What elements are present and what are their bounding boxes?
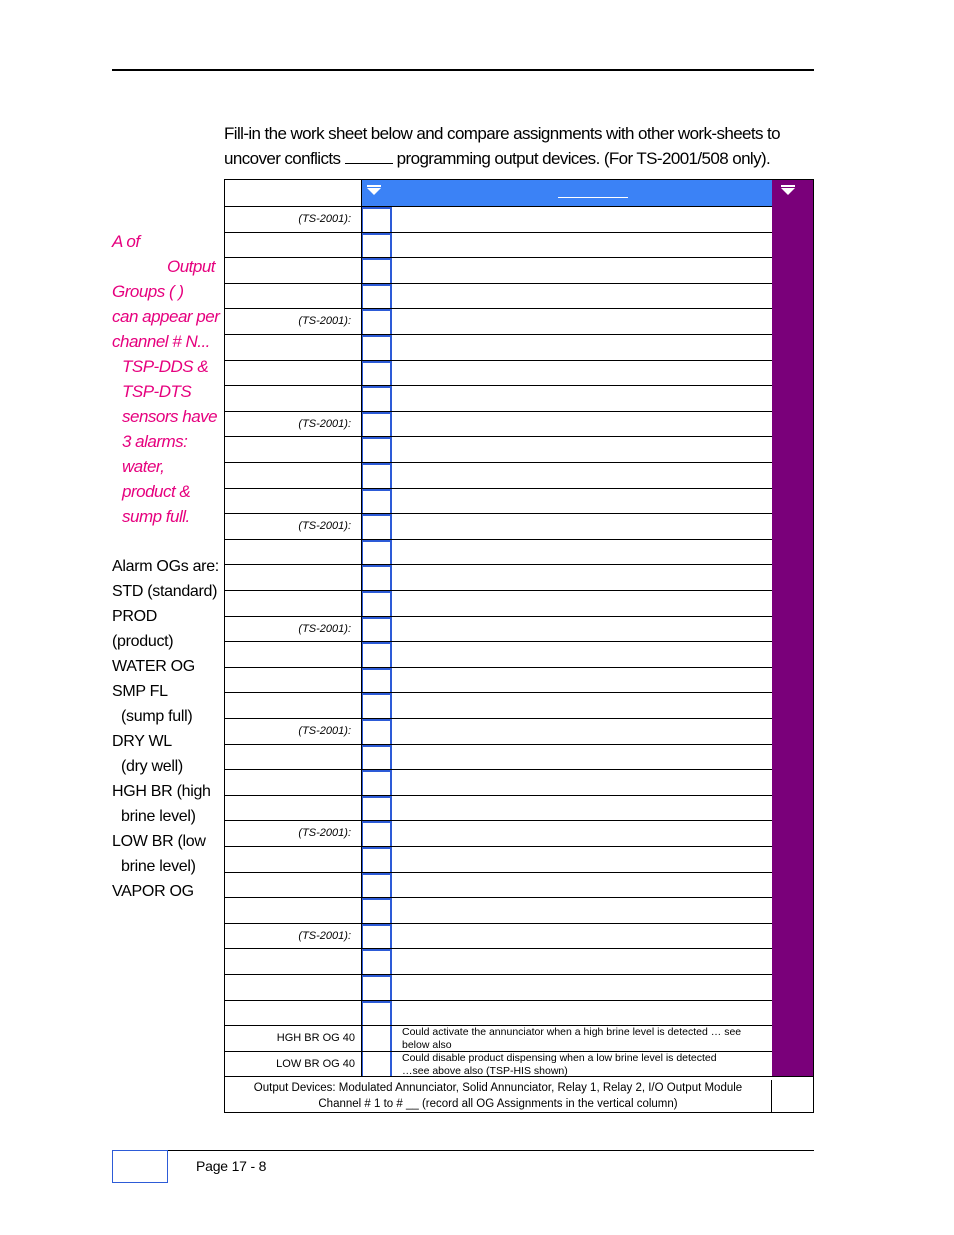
chevron-down-icon — [367, 188, 381, 195]
og-entry-box[interactable] — [362, 719, 392, 744]
worksheet-row — [225, 334, 772, 360]
worksheet-row — [225, 872, 772, 898]
og-entry-box[interactable] — [362, 847, 392, 872]
worksheet-row — [225, 1000, 772, 1026]
alarm-list-line: STD (standard) — [112, 583, 218, 600]
row-label-cell — [225, 540, 362, 565]
header-blue-band — [362, 180, 772, 206]
og-entry-box[interactable] — [362, 284, 392, 309]
og-entry-box[interactable] — [362, 745, 392, 770]
side-note-line: TSP-DTS — [122, 382, 192, 401]
worksheet-row — [225, 308, 772, 334]
worksheet-row — [225, 667, 772, 693]
side-note-line: A of — [112, 232, 140, 251]
og-entry-box[interactable] — [362, 770, 392, 795]
alarm-list-line: LOW BR (low — [112, 833, 206, 850]
row-label-cell — [225, 233, 362, 258]
worksheet-row — [225, 974, 772, 1000]
alarm-list-line: DRY WL — [112, 733, 172, 750]
intro-line-1: Fill-in the work sheet below and compare assignments with other work-sheets to — [224, 124, 781, 143]
header-left-cell — [225, 180, 362, 206]
worksheet-row — [225, 488, 772, 514]
side-note — [112, 229, 220, 529]
side-note-line: can appear per — [112, 307, 220, 326]
intro-line-2b: programming output devices. (For TS-2001/508 only). — [396, 149, 771, 168]
row-label-cell — [225, 1001, 362, 1026]
side-note-line: sump full. — [122, 507, 190, 526]
alarm-list-line: brine level) — [121, 808, 196, 825]
og-entry-box[interactable] — [362, 693, 392, 718]
og-entry-box[interactable] — [362, 489, 392, 514]
worksheet-row — [225, 564, 772, 590]
og-entry-box[interactable] — [362, 1026, 392, 1051]
og-entry-box[interactable] — [362, 1001, 392, 1026]
og-entry-box[interactable] — [362, 335, 392, 360]
page-number: Page 17 - 8 — [196, 1158, 267, 1174]
alarm-list-line: (dry well) — [121, 758, 183, 775]
worksheet-row — [225, 769, 772, 795]
alarm-list-line: PROD — [112, 608, 158, 625]
og-entry-box[interactable] — [362, 642, 392, 667]
footer-line-2: Channel # 1 to # __ (record all OG Assignments in the vertical column) — [318, 1098, 678, 1110]
top-rule — [112, 69, 814, 71]
og-entry-box[interactable] — [362, 540, 392, 565]
row-label-cell — [225, 463, 362, 488]
row-label-cell — [225, 437, 362, 462]
side-note-line: product & — [122, 482, 191, 501]
og-entry-box[interactable] — [362, 437, 392, 462]
og-entry-box[interactable] — [362, 949, 392, 974]
chevron-down-icon — [781, 188, 795, 195]
og-entry-box[interactable] — [362, 821, 392, 846]
og-entry-box[interactable] — [362, 796, 392, 821]
og-entry-box[interactable] — [362, 1052, 392, 1077]
alarm-list-line: brine level) — [121, 858, 196, 875]
row-label-cell — [225, 335, 362, 360]
alarm-list-line: Alarm OGs are: — [112, 558, 219, 575]
side-note-line: Output — [167, 257, 216, 276]
worksheet-row — [225, 206, 772, 232]
og-entry-box[interactable] — [362, 386, 392, 411]
og-entry-box[interactable] — [362, 975, 392, 1000]
ts-2001-label: (TS-2001): — [225, 719, 362, 744]
note-row-label: HGH BR OG 40 — [225, 1026, 362, 1051]
row-label-cell — [225, 386, 362, 411]
side-note-line: 3 alarms: — [122, 432, 188, 451]
row-label-cell — [225, 898, 362, 923]
ts-2001-label: (TS-2001): — [225, 821, 362, 846]
worksheet-row — [225, 692, 772, 718]
og-assignment-column — [772, 180, 813, 1076]
side-note-line: TSP-DDS & — [122, 357, 209, 376]
worksheet-row — [225, 590, 772, 616]
worksheet-row — [225, 948, 772, 974]
worksheet-row — [225, 641, 772, 667]
row-label-cell — [225, 591, 362, 616]
alarm-list-line: (sump full) — [121, 708, 193, 725]
worksheet-row — [225, 360, 772, 386]
row-label-cell — [225, 847, 362, 872]
alarm-og-list — [112, 554, 224, 904]
row-label-cell — [225, 770, 362, 795]
ts-2001-label: (TS-2001): — [225, 514, 362, 539]
og-entry-box[interactable] — [362, 898, 392, 923]
note-row-label: LOW BR OG 40 — [225, 1052, 362, 1077]
ts-2001-label: (TS-2001): — [225, 309, 362, 334]
bottom-rule — [112, 1150, 814, 1151]
chapter-tab-box — [112, 1150, 168, 1183]
worksheet-row — [225, 411, 772, 437]
footer-text — [225, 1080, 772, 1113]
note-row-low-brine — [225, 1051, 772, 1077]
side-note-line: sensors have — [122, 407, 218, 426]
worksheet-row — [225, 846, 772, 872]
header-underline — [558, 197, 628, 198]
worksheet-row — [225, 923, 772, 949]
side-note-line: channel # N... — [112, 332, 210, 351]
og-entry-box[interactable] — [362, 412, 392, 437]
worksheet-row — [225, 513, 772, 539]
worksheet-footer — [225, 1076, 813, 1112]
worksheet-row — [225, 795, 772, 821]
note-desc-line: below also — [402, 1039, 452, 1051]
og-worksheet — [224, 179, 814, 1113]
row-label-cell — [225, 796, 362, 821]
worksheet-row — [225, 616, 772, 642]
worksheet-row — [225, 232, 772, 258]
note-row-high-brine — [225, 1025, 772, 1051]
alarm-list-line: VAPOR OG — [112, 883, 194, 900]
og-entry-box[interactable] — [362, 258, 392, 283]
side-note-line: water, — [122, 457, 165, 476]
worksheet-row — [225, 897, 772, 923]
alarm-list-line: WATER OG — [112, 658, 195, 675]
intro-line-2a: uncover conflicts — [224, 149, 341, 168]
ts-2001-label: (TS-2001): — [225, 412, 362, 437]
footer-line-1: Output Devices: Modulated Annunciator, Solid Annunciator, Relay 1, Relay 2, I/O Output Module — [253, 1082, 743, 1094]
alarm-list-line: (product) — [112, 633, 174, 650]
row-label-cell — [225, 284, 362, 309]
note-row-description — [402, 1052, 772, 1078]
alarm-list-line: SMP FL — [112, 683, 168, 700]
og-entry-box[interactable] — [362, 668, 392, 693]
note-desc-line: Could disable product dispensing when a low brine level is detected — [402, 1052, 717, 1064]
ts-2001-label: (TS-2001): — [225, 924, 362, 949]
og-entry-box[interactable] — [362, 361, 392, 386]
row-label-cell — [225, 489, 362, 514]
note-row-description — [402, 1026, 772, 1052]
row-label-cell — [225, 361, 362, 386]
alarm-list-line: HGH BR (high — [112, 783, 211, 800]
og-entry-box[interactable] — [362, 309, 392, 334]
note-desc-line: Could activate the annunciator when a high brine level is detected … see — [402, 1026, 742, 1038]
worksheet-row — [225, 283, 772, 309]
side-note-line: Groups ( ) — [112, 282, 184, 301]
intro-line-2 — [224, 146, 804, 171]
row-label-cell — [225, 565, 362, 590]
worksheet-row — [225, 718, 772, 744]
row-label-cell — [225, 642, 362, 667]
og-entry-box[interactable] — [362, 565, 392, 590]
row-label-cell — [225, 873, 362, 898]
ts-2001-label: (TS-2001): — [225, 617, 362, 642]
og-entry-box[interactable] — [362, 463, 392, 488]
worksheet-row — [225, 539, 772, 565]
worksheet-row — [225, 744, 772, 770]
row-label-cell — [225, 258, 362, 283]
worksheet-row — [225, 820, 772, 846]
og-entry-box[interactable] — [362, 873, 392, 898]
worksheet-row — [225, 436, 772, 462]
row-label-cell — [225, 668, 362, 693]
row-label-cell — [225, 949, 362, 974]
og-entry-box[interactable] — [362, 207, 392, 232]
intro-blank — [345, 149, 393, 164]
row-label-cell — [225, 745, 362, 770]
worksheet-row — [225, 385, 772, 411]
og-entry-box[interactable] — [362, 233, 392, 258]
ts-2001-label: (TS-2001): — [225, 207, 362, 232]
note-desc-line: …see above also (TSP-HIS shown) — [402, 1065, 568, 1077]
intro-text — [224, 121, 804, 171]
worksheet-header — [225, 180, 813, 206]
og-entry-box[interactable] — [362, 591, 392, 616]
row-label-cell — [225, 693, 362, 718]
worksheet-row — [225, 462, 772, 488]
worksheet-row — [225, 257, 772, 283]
og-entry-box[interactable] — [362, 514, 392, 539]
og-entry-box[interactable] — [362, 617, 392, 642]
og-entry-box[interactable] — [362, 924, 392, 949]
row-label-cell — [225, 975, 362, 1000]
